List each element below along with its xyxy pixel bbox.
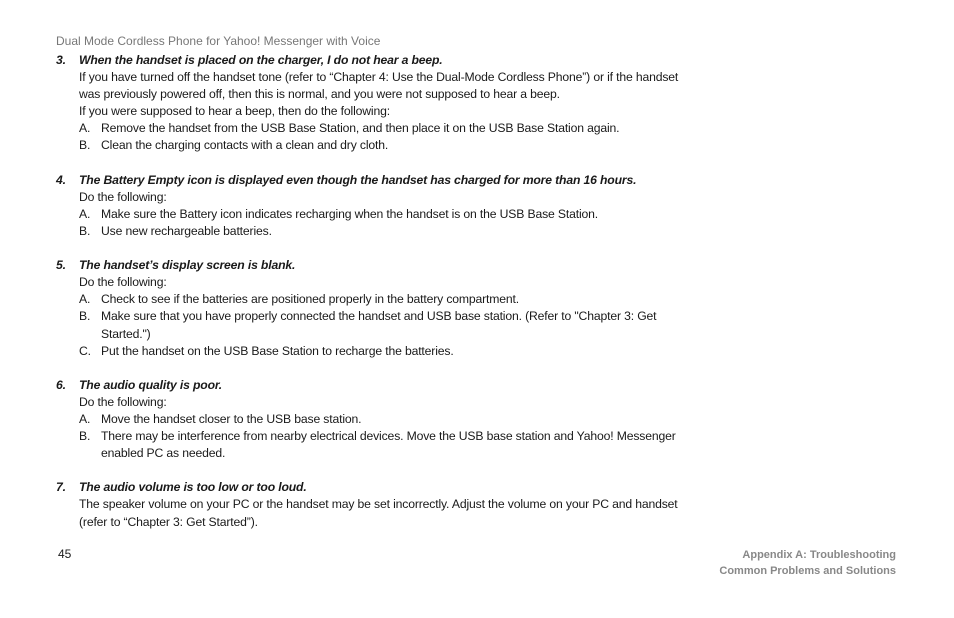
list-item: [56, 308, 696, 342]
footer-chapter: Appendix A: Troubleshooting: [742, 549, 896, 561]
troubleshooting-item: [56, 172, 696, 240]
list-item-text: Use new rechargeable batteries.: [101, 223, 272, 238]
list-item-label: A.: [79, 411, 91, 426]
list-item-label: A.: [79, 206, 91, 221]
answer-paragraph: Do the following:: [79, 275, 167, 290]
answer-paragraph: Do the following:: [79, 394, 167, 409]
list-item: [56, 137, 696, 154]
list-item: [56, 206, 696, 223]
question-text: The audio quality is poor.: [79, 377, 223, 392]
question-text: When the handset is placed on the charger, I do not hear a beep.: [79, 53, 443, 67]
question-number: 3.: [56, 53, 66, 67]
question-number: 4.: [56, 172, 66, 187]
question-number: 7.: [56, 480, 66, 495]
list-item-text: Put the handset on the USB Base Station to recharge the batteries.: [101, 343, 454, 358]
list-item-label: A.: [79, 121, 91, 136]
list-item-label: B.: [79, 138, 91, 153]
question-number: 6.: [56, 377, 66, 392]
answer-paragraph: If you have turned off the handset tone (refer to “Chapter 4: Use the Dual-Mode Cordless Phone”) or if the handset was previously powered off, then this is normal, and you were not supposed to hear a beep.: [79, 70, 679, 102]
footer-section: Common Problems and Solutions: [719, 565, 896, 577]
question-text: The Battery Empty icon is displayed even though the handset has charged for more than 16 hours.: [79, 172, 637, 187]
list-item: [56, 411, 696, 428]
troubleshooting-item: [56, 479, 696, 530]
question-text: The handset’s display screen is blank.: [79, 258, 296, 273]
list-item: [56, 343, 696, 360]
list-item-text: Make sure that you have properly connected the handset and USB base station. (Refer to "Chapter 3: Get Started."): [101, 309, 657, 341]
question-heading: [56, 172, 696, 189]
list-item-text: Remove the handset from the USB Base Station, and then place it on the USB Base Station again.: [101, 121, 620, 136]
list-item-text: Move the handset closer to the USB base station.: [101, 411, 362, 426]
list-item-text: There may be interference from nearby electrical devices. Move the USB base station and Yahoo! Messenger enabled PC as needed.: [101, 429, 676, 461]
question-heading: [56, 52, 696, 69]
question-heading: [56, 479, 696, 496]
list-item: [56, 223, 696, 240]
list-item-text: Clean the charging contacts with a clean and dry cloth.: [101, 138, 389, 153]
question-heading: [56, 377, 696, 394]
list-item-text: Make sure the Battery icon indicates recharging when the handset is on the USB Base Station.: [101, 206, 599, 221]
troubleshooting-item: [56, 377, 696, 462]
list-item-label: A.: [79, 292, 91, 307]
question-heading: [56, 257, 696, 274]
troubleshooting-item: [56, 257, 696, 360]
list-item-label: B.: [79, 223, 91, 238]
question-number: 5.: [56, 258, 66, 273]
troubleshooting-item: [56, 52, 696, 155]
footer: [719, 547, 896, 579]
answer-paragraph: If you were supposed to hear a beep, then do the following:: [79, 104, 390, 119]
page-number: 45: [58, 547, 72, 561]
list-item: [56, 120, 696, 137]
running-header: Dual Mode Cordless Phone for Yahoo! Messenger with Voice: [56, 34, 381, 48]
list-item: [56, 291, 696, 308]
question-text: The audio volume is too low or too loud.: [79, 480, 307, 495]
troubleshooting-list: [56, 52, 696, 548]
list-item: [56, 428, 696, 462]
list-item-label: B.: [79, 429, 91, 444]
answer-paragraph: Do the following:: [79, 189, 167, 204]
answer-paragraph: The speaker volume on your PC or the handset may be set incorrectly. Adjust the volume on your PC and handset (refer to “Chapter 3: Get Started”).: [79, 497, 678, 529]
list-item-text: Check to see if the batteries are positioned properly in the battery compartment.: [101, 292, 520, 307]
list-item-label: C.: [79, 343, 91, 358]
list-item-label: B.: [79, 309, 91, 324]
